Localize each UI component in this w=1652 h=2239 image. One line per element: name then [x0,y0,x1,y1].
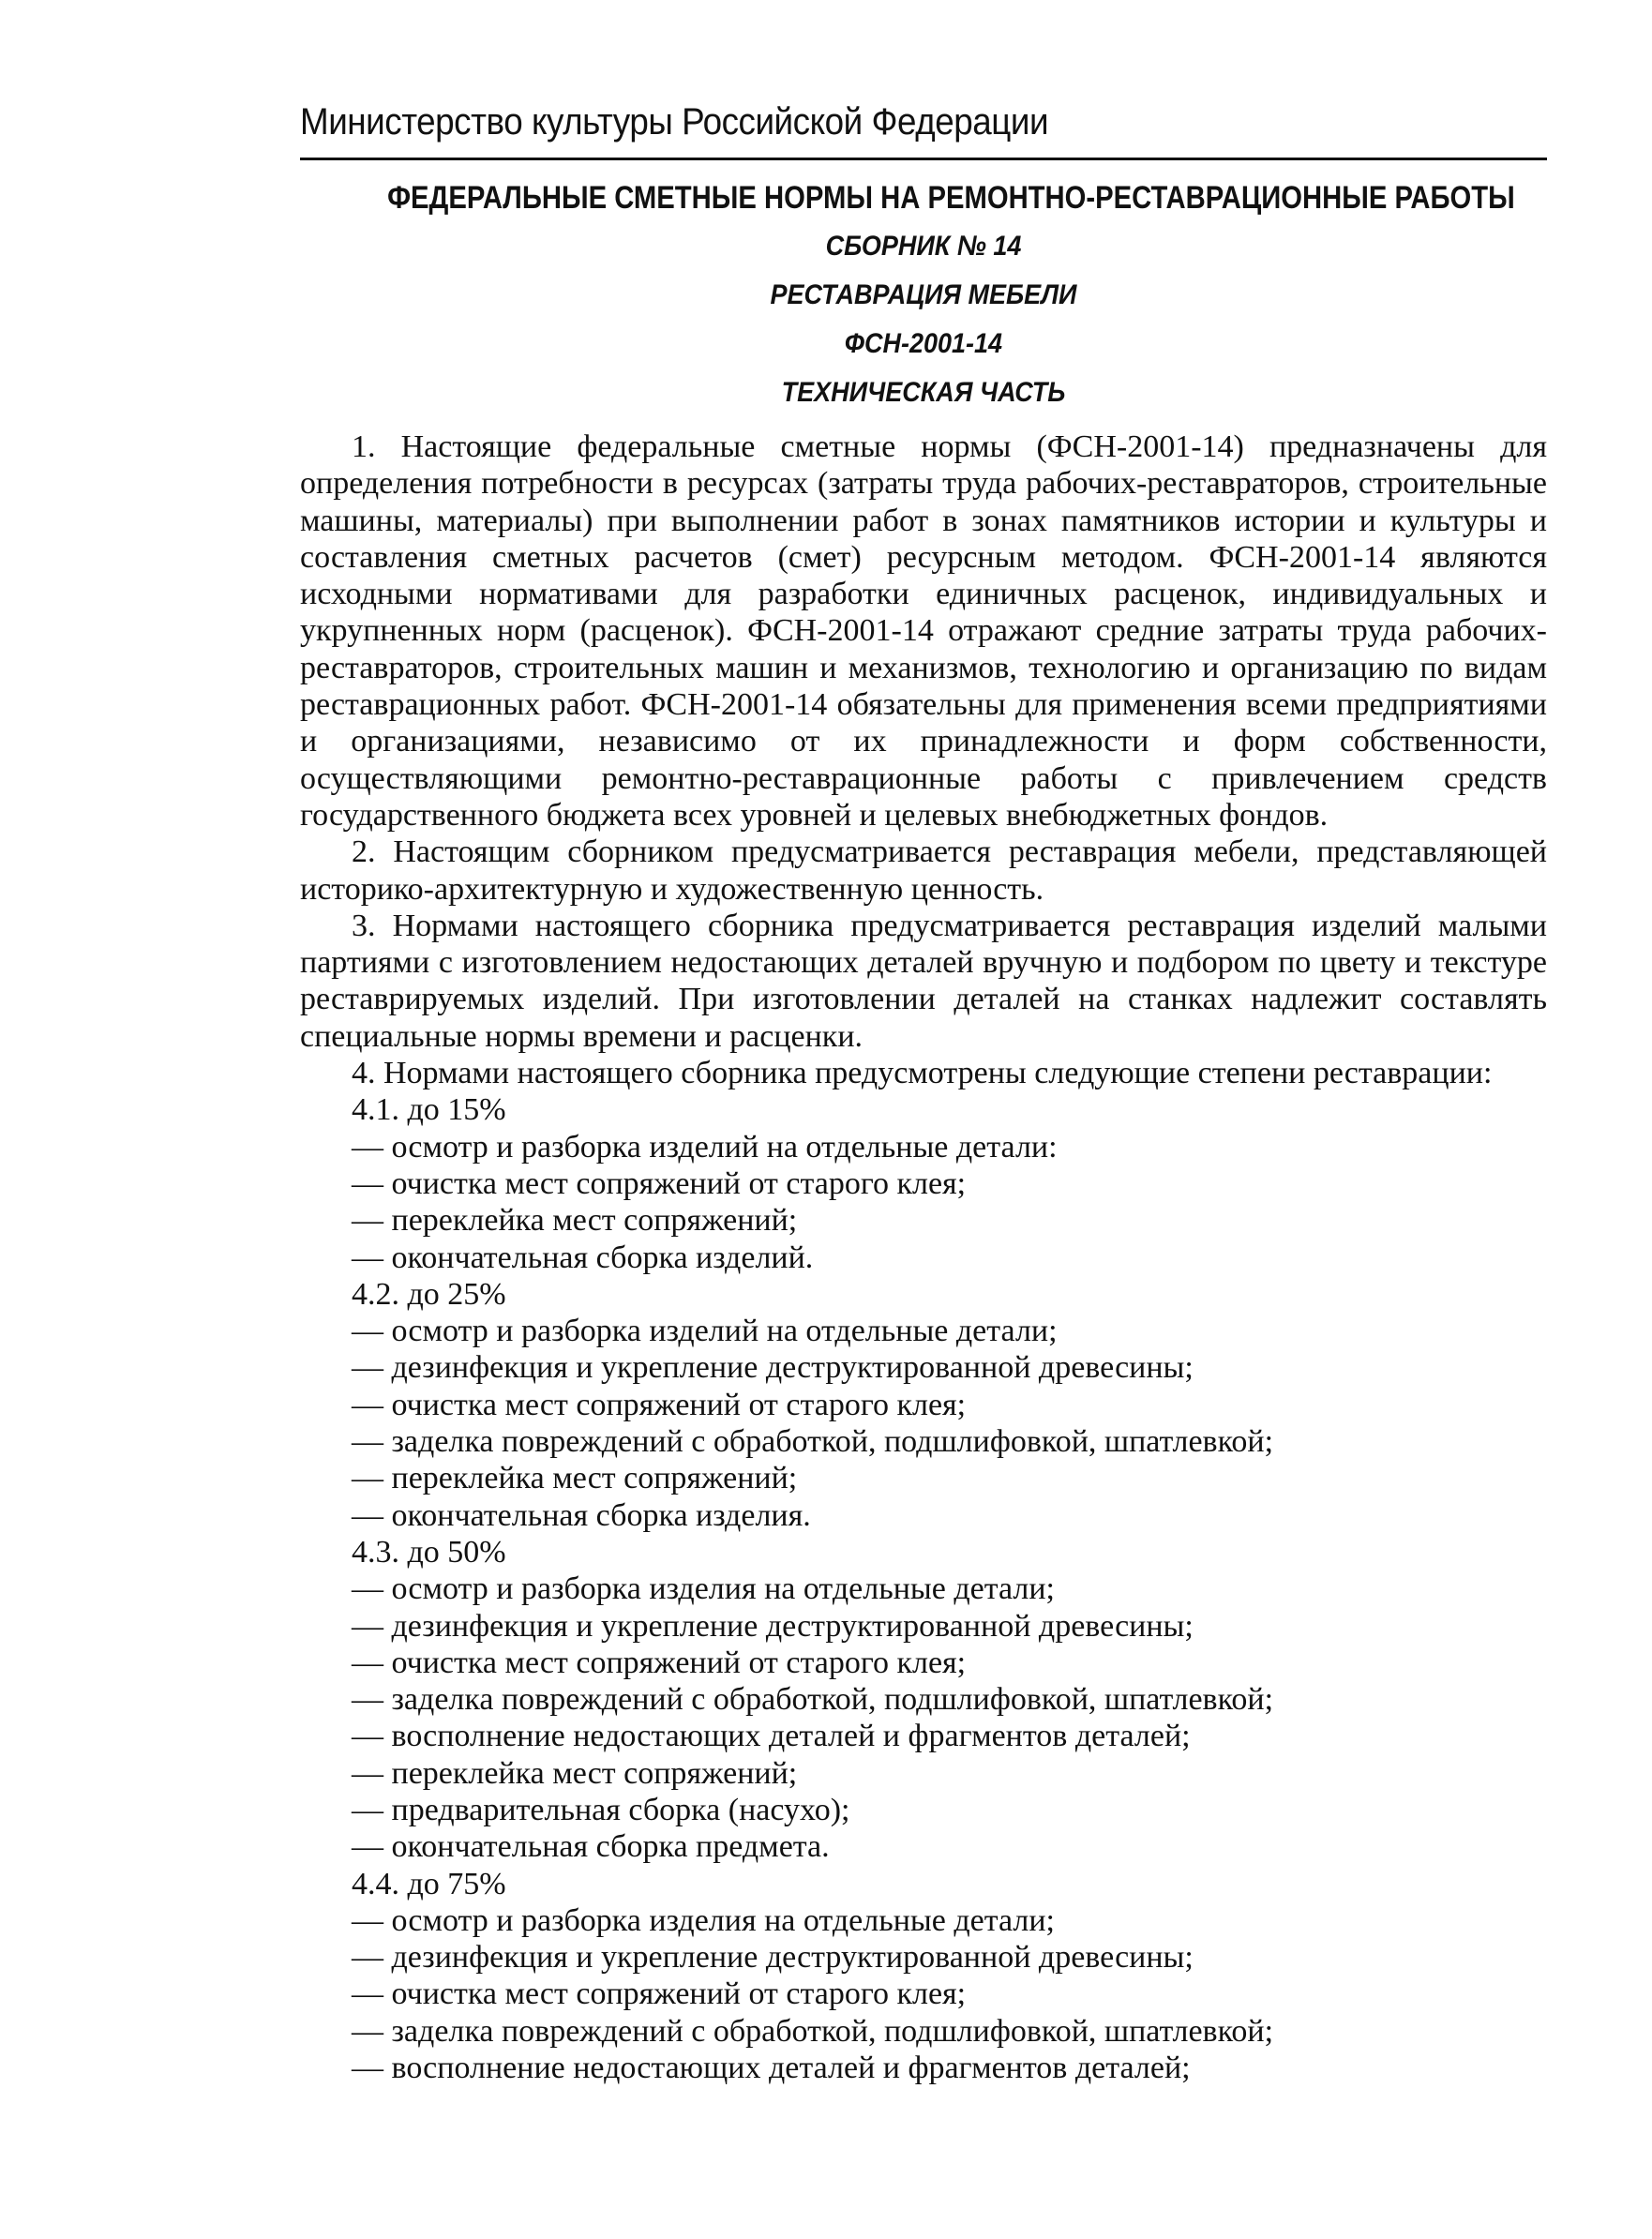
list-item: — окончательная сборка изделий. [352,1240,814,1275]
document-page [300,94,1547,2086]
degree-75-title: 4.4. до 75% [352,1866,506,1901]
list-item: — переклейка мест сопряжений; [352,1461,798,1496]
header-rule [300,158,1547,160]
list-item: — осмотр и разборка изделия на отдельные детали; [352,1902,1055,1938]
list-item: — заделка повреждений с обработкой, подшлифовкой, шпатлевкой; [352,1424,1274,1460]
list-item: — предварительная сборка (насухо); [352,1792,850,1827]
list-item: — окончательная сборка предмета. [352,1829,830,1865]
degree-50-title: 4.3. до 50% [352,1534,506,1570]
collection-subject: РЕСТАВРАЦИЯ МЕБЕЛИ [770,279,1077,310]
list-item: — осмотр и разборка изделий на отдельные детали; [352,1314,1058,1349]
list-item: — очистка мест сопряжений от старого клея; [352,1165,967,1201]
document-title: ФЕДЕРАЛЬНЫЕ СМЕТНЫЕ НОРМЫ НА РЕМОНТНО-РЕСТАВРАЦИОННЫЕ РАБОТЫ [387,180,1515,216]
list-item: — очистка мест сопряжений от старого клея; [352,1645,967,1680]
list-item: — переклейка мест сопряжений; [352,1755,798,1791]
paragraph-2: 2. Настоящим сборником предусматривается реставрация мебели, представляющей историко-архитектурную и художественную ценность. [300,834,1547,907]
list-item: — окончательная сборка изделия. [352,1497,811,1533]
list-item: — переклейка мест сопряжений; [352,1203,798,1239]
list-item: — заделка повреждений с обработкой, подшлифовкой, шпатлевкой; [352,1682,1274,1718]
list-item: — дезинфекция и укрепление деструктированной древесины; [352,1350,1194,1386]
list-item: — восполнение недостающих деталей и фрагментов деталей; [352,1719,1191,1754]
list-item: — очистка мест сопряжений от старого клея; [352,1387,967,1422]
running-header: Министерство культуры Российской Федерации [300,101,1049,143]
paragraph-3: 3. Нормами настоящего сборника предусматривается реставрация изделий малыми партиями с изготовлением недостающих деталей вручную и подбором по цвету и текстуре реставрируемых изделий. При изготовлении деталей на станках надлежит составлять специальные нормы времени и расценки. [300,908,1547,1054]
degree-25-title: 4.2. до 25% [352,1276,506,1312]
collection-number: СБОРНИК № 14 [825,231,1022,262]
section-title: ТЕХНИЧЕСКАЯ ЧАСТЬ [781,377,1066,408]
document-body [300,428,1547,2086]
list-item: — заделка повреждений с обработкой, подшлифовкой, шпатлевкой; [352,2013,1274,2049]
paragraph-1: 1. Настоящие федеральные сметные нормы (ФСН-2001-14) предназначены для определения потребности в ресурсах (затраты труда рабочих-реставраторов, строительные машины, материалы) при выполнении работ в зонах памятников истории и культуры и составления сметных расчетов (смет) ресурсным методом. ФСН-2001-14 являются исходными нормативами для разработки единичных расценок, индивидуальных и укрупненных норм (расценок). ФСН-2001-14 отражают средние затраты труда рабочих-реставраторов, строительных машин и механизмов, технологию и организацию по видам реставрационных работ. ФСН-2001-14 обязательны для применения всеми предприятиями и организациями, независимо от их принадлежности и форм собственности, осуществляющими ремонтно-реставрационные работы с привлечением средств государственного бюджета всех уровней и целевых внебюджетных фондов. [300,429,1547,833]
document-code: ФСН-2001-14 [844,328,1003,359]
list-item: — осмотр и разборка изделия на отдельные детали; [352,1571,1055,1607]
list-item: — осмотр и разборка изделий на отдельные детали: [352,1129,1058,1165]
list-item: — очистка мест сопряжений от старого клея; [352,1976,967,2012]
list-item: — дезинфекция и укрепление деструктированной древесины; [352,1608,1194,1644]
list-item: — восполнение недостающих деталей и фрагментов деталей; [352,2051,1191,2086]
degree-15-title: 4.1. до 15% [352,1092,506,1128]
list-item: — дезинфекция и укрепление деструктированной древесины; [352,1940,1194,1976]
paragraph-4: 4. Нормами настоящего сборника предусмотрены следующие степени реставрации: [352,1056,1493,1091]
